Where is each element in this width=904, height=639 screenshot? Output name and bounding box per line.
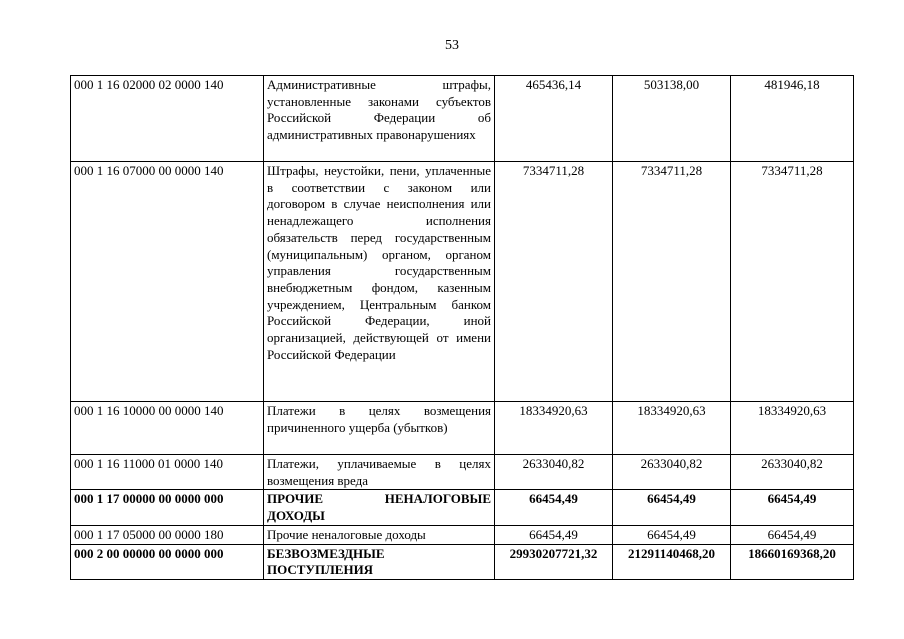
page-number: 53 xyxy=(445,38,459,53)
amount-year2-cell: 66454,49 xyxy=(613,490,731,525)
revenue-name-cell: Платежи, уплачиваемые в целях возмещения вреда xyxy=(264,455,495,490)
amount-year3-cell: 2633040,82 xyxy=(731,455,854,490)
budget-code-cell: 000 1 16 10000 00 0000 140 xyxy=(71,402,264,455)
amount-year3-cell: 18334920,63 xyxy=(731,402,854,455)
budget-code-cell: 000 1 17 00000 00 0000 000 xyxy=(71,490,264,525)
amount-year1-cell: 2633040,82 xyxy=(495,455,613,490)
amount-year3-cell: 481946,18 xyxy=(731,76,854,162)
amount-year3-cell: 66454,49 xyxy=(731,525,854,544)
table-row xyxy=(71,402,854,455)
amount-year1-cell: 465436,14 xyxy=(495,76,613,162)
amount-year1-cell: 7334711,28 xyxy=(495,162,613,402)
revenue-name-cell: Административные штрафы, установленные законами субъектов Российской Федерации об административных правонарушениях xyxy=(264,76,495,162)
budget-code-cell: 000 1 16 02000 02 0000 140 xyxy=(71,76,264,162)
table-row xyxy=(71,525,854,544)
revenue-name-cell: Штрафы, неустойки, пени, уплаченные в соответствии с законом или договором в случае неисполнения или ненадлежащего исполнения обязательств перед государственным (муниципальным) органом, органом управления государственным внебюджетным фондом, казенным учреждением, Центральным банком Российской Федерации, иной организацией, действующей от имени Российской Федерации xyxy=(264,162,495,402)
amount-year1-cell: 18334920,63 xyxy=(495,402,613,455)
revenue-name-cell: БЕЗВОЗМЕЗДНЫЕ ПОСТУПЛЕНИЯ xyxy=(264,544,495,579)
budget-code-cell: 000 1 16 11000 01 0000 140 xyxy=(71,455,264,490)
amount-year3-cell: 18660169368,20 xyxy=(731,544,854,579)
table-row xyxy=(71,162,854,402)
table-row xyxy=(71,455,854,490)
budget-code-cell: 000 1 16 07000 00 0000 140 xyxy=(71,162,264,402)
amount-year3-cell: 7334711,28 xyxy=(731,162,854,402)
amount-year2-cell: 66454,49 xyxy=(613,525,731,544)
revenue-name-cell: Прочие неналоговые доходы xyxy=(264,525,495,544)
budget-revenue-table xyxy=(70,75,854,580)
amount-year2-cell: 503138,00 xyxy=(613,76,731,162)
amount-year2-cell: 21291140468,20 xyxy=(613,544,731,579)
amount-year3-cell: 66454,49 xyxy=(731,490,854,525)
amount-year1-cell: 66454,49 xyxy=(495,490,613,525)
budget-code-cell: 000 2 00 00000 00 0000 000 xyxy=(71,544,264,579)
table-row xyxy=(71,76,854,162)
table-row xyxy=(71,490,854,525)
amount-year2-cell: 18334920,63 xyxy=(613,402,731,455)
revenue-name-cell: Платежи в целях возмещения причиненного ущерба (убытков) xyxy=(264,402,495,455)
amount-year1-cell: 66454,49 xyxy=(495,525,613,544)
amount-year2-cell: 7334711,28 xyxy=(613,162,731,402)
table-row xyxy=(71,544,854,579)
budget-code-cell: 000 1 17 05000 00 0000 180 xyxy=(71,525,264,544)
amount-year2-cell: 2633040,82 xyxy=(613,455,731,490)
revenue-name-cell: ПРОЧИЕ НЕНАЛОГОВЫЕ ДОХОДЫ xyxy=(264,490,495,525)
amount-year1-cell: 29930207721,32 xyxy=(495,544,613,579)
